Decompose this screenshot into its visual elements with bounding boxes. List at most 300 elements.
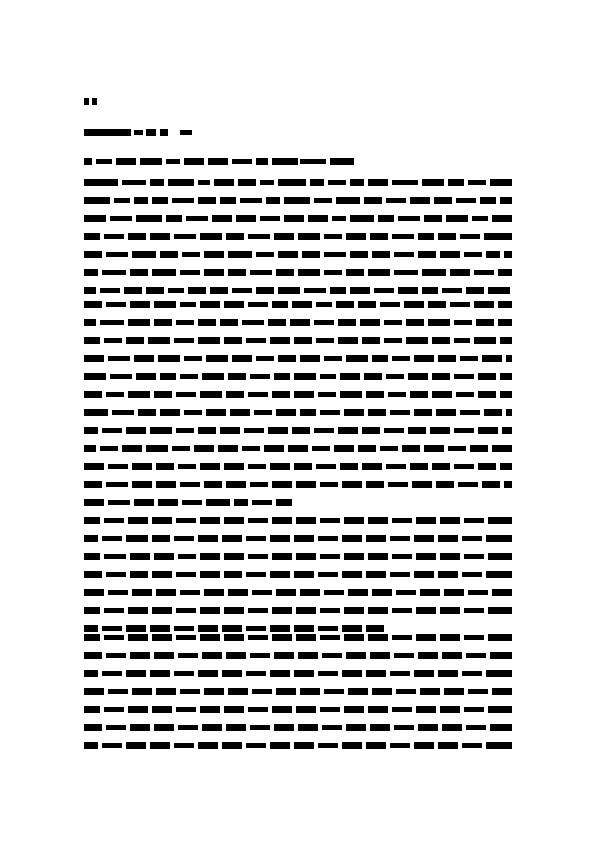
illegible-word — [284, 197, 310, 204]
illegible-word — [250, 374, 270, 379]
illegible-word — [346, 355, 368, 362]
illegible-word — [152, 706, 172, 713]
illegible-word — [102, 626, 122, 631]
illegible-word — [176, 428, 194, 433]
illegible-word — [204, 251, 224, 258]
illegible-word — [180, 590, 200, 595]
illegible-word — [294, 391, 314, 398]
illegible-word — [416, 607, 436, 614]
illegible-word — [96, 159, 112, 164]
illegible-word — [338, 427, 358, 434]
illegible-word — [414, 355, 434, 362]
illegible-word — [482, 481, 500, 488]
illegible-word — [204, 688, 224, 695]
illegible-word — [342, 481, 362, 488]
illegible-word — [364, 197, 382, 204]
illegible-word — [224, 706, 244, 713]
illegible-word — [438, 233, 456, 240]
illegible-word — [198, 670, 218, 677]
illegible-word — [136, 373, 156, 380]
illegible-word — [454, 320, 472, 325]
text-line — [84, 742, 512, 749]
illegible-word — [420, 688, 440, 695]
illegible-word — [200, 517, 220, 524]
illegible-word — [372, 688, 392, 695]
illegible-word — [344, 553, 364, 560]
illegible-word — [250, 270, 272, 275]
illegible-word — [102, 743, 122, 748]
illegible-word — [288, 445, 308, 452]
illegible-word — [442, 288, 462, 293]
illegible-word — [272, 706, 292, 713]
illegible-word — [414, 535, 434, 542]
illegible-word — [330, 287, 346, 294]
illegible-word — [368, 553, 388, 560]
illegible-word — [84, 355, 104, 362]
illegible-word — [464, 635, 484, 640]
illegible-word — [272, 517, 292, 524]
illegible-word — [320, 707, 340, 712]
text-line — [84, 688, 512, 695]
text-line — [84, 670, 512, 677]
illegible-word — [134, 197, 148, 204]
illegible-word — [474, 270, 494, 275]
illegible-word — [318, 671, 338, 676]
illegible-word — [460, 356, 478, 361]
illegible-word — [464, 518, 484, 523]
illegible-word — [276, 409, 296, 416]
illegible-word — [126, 625, 146, 632]
illegible-word — [272, 634, 292, 641]
illegible-word — [372, 251, 390, 258]
illegible-word — [506, 409, 512, 416]
illegible-word — [176, 518, 196, 523]
illegible-word — [488, 517, 512, 524]
text-line — [84, 634, 512, 641]
illegible-word — [344, 409, 364, 416]
illegible-word — [126, 670, 146, 677]
illegible-word — [274, 652, 294, 659]
illegible-word — [252, 689, 272, 694]
illegible-word — [212, 215, 232, 222]
illegible-word — [248, 464, 266, 469]
illegible-word — [156, 481, 176, 488]
illegible-word — [156, 589, 176, 596]
illegible-word — [390, 671, 410, 676]
illegible-word — [226, 391, 244, 398]
illegible-word — [490, 724, 512, 731]
illegible-word — [234, 499, 248, 506]
illegible-word — [294, 742, 314, 749]
illegible-word — [150, 670, 170, 677]
illegible-word — [152, 571, 172, 578]
illegible-word — [322, 725, 342, 730]
illegible-word — [362, 463, 382, 470]
illegible-word — [358, 445, 376, 452]
illegible-word — [174, 536, 194, 541]
illegible-word — [180, 130, 192, 135]
illegible-word — [158, 499, 178, 506]
illegible-word — [394, 270, 418, 275]
illegible-word — [430, 427, 450, 434]
illegible-word — [296, 607, 316, 614]
illegible-word — [246, 743, 266, 748]
illegible-word — [342, 742, 362, 749]
illegible-word — [84, 445, 96, 452]
illegible-word — [84, 337, 100, 344]
illegible-word — [290, 319, 310, 326]
illegible-word — [396, 689, 416, 694]
illegible-word — [272, 301, 288, 308]
illegible-word — [366, 571, 386, 578]
illegible-word — [278, 355, 296, 362]
illegible-word — [166, 215, 182, 222]
illegible-word — [166, 159, 180, 164]
illegible-word — [204, 589, 224, 596]
illegible-word — [368, 179, 388, 186]
illegible-word — [184, 158, 204, 165]
paragraph-1 — [84, 179, 512, 294]
illegible-word — [462, 536, 482, 541]
illegible-word — [418, 233, 434, 240]
illegible-word — [468, 180, 486, 185]
text-line — [84, 445, 512, 452]
illegible-word — [504, 481, 512, 488]
illegible-word — [456, 198, 476, 203]
illegible-word — [488, 634, 512, 641]
illegible-word — [84, 129, 131, 136]
section-heading — [84, 158, 354, 166]
text-line — [84, 625, 512, 632]
illegible-word — [122, 180, 146, 185]
illegible-word — [114, 198, 130, 203]
illegible-word — [350, 251, 368, 258]
illegible-word — [368, 269, 390, 276]
illegible-word — [152, 517, 172, 524]
illegible-word — [366, 670, 386, 677]
illegible-word — [106, 252, 128, 257]
illegible-word — [478, 463, 496, 470]
illegible-word — [198, 625, 218, 632]
illegible-word — [104, 518, 124, 523]
illegible-word — [254, 410, 272, 415]
illegible-word — [106, 572, 126, 577]
illegible-word — [442, 652, 462, 659]
illegible-word — [126, 337, 144, 344]
illegible-word — [368, 517, 388, 524]
illegible-word — [224, 301, 244, 308]
illegible-word — [440, 706, 460, 713]
illegible-word — [368, 706, 388, 713]
text-line — [84, 319, 512, 326]
illegible-word — [324, 689, 344, 694]
illegible-word — [346, 652, 366, 659]
illegible-word — [454, 428, 474, 433]
illegible-word — [180, 270, 200, 275]
illegible-word — [252, 500, 272, 505]
illegible-word — [460, 234, 480, 239]
illegible-word — [342, 535, 362, 542]
illegible-word — [270, 625, 290, 632]
illegible-word — [338, 337, 358, 344]
illegible-word — [210, 287, 228, 294]
illegible-word — [128, 233, 146, 240]
illegible-word — [220, 197, 236, 204]
illegible-word — [482, 355, 502, 362]
illegible-word — [84, 179, 118, 186]
text-line — [84, 409, 512, 416]
illegible-word — [128, 634, 148, 641]
text-line — [84, 269, 512, 276]
illegible-word — [128, 517, 148, 524]
illegible-word — [324, 356, 342, 361]
illegible-word — [324, 270, 342, 275]
illegible-word — [272, 158, 298, 165]
illegible-word — [150, 742, 170, 749]
illegible-word — [268, 319, 286, 326]
illegible-word — [428, 319, 450, 326]
illegible-word — [232, 355, 252, 362]
illegible-word — [84, 409, 108, 416]
illegible-word — [470, 445, 488, 452]
illegible-word — [174, 671, 194, 676]
illegible-word — [270, 337, 290, 344]
illegible-word — [152, 197, 168, 204]
illegible-word — [84, 589, 104, 596]
illegible-word — [200, 391, 222, 398]
illegible-word — [320, 410, 340, 415]
illegible-word — [106, 302, 126, 307]
illegible-word — [84, 706, 100, 713]
illegible-word — [150, 179, 164, 186]
illegible-word — [310, 179, 324, 186]
illegible-word — [498, 319, 512, 326]
illegible-word — [460, 410, 480, 415]
illegible-word — [84, 251, 102, 258]
illegible-word — [152, 535, 170, 542]
illegible-word — [466, 653, 486, 658]
illegible-word — [366, 391, 384, 398]
illegible-word — [84, 571, 102, 578]
illegible-word — [342, 571, 362, 578]
illegible-word — [464, 608, 484, 613]
illegible-word — [206, 409, 226, 416]
illegible-word — [386, 198, 406, 203]
illegible-word — [392, 608, 412, 613]
text-line — [84, 517, 512, 524]
illegible-word — [176, 635, 196, 640]
illegible-word — [390, 743, 410, 748]
illegible-word — [126, 535, 148, 542]
illegible-word — [478, 391, 496, 398]
illegible-word — [224, 571, 242, 578]
illegible-word — [450, 302, 470, 307]
illegible-word — [416, 553, 436, 560]
illegible-word — [134, 130, 143, 135]
illegible-word — [384, 338, 402, 343]
illegible-word — [334, 445, 354, 452]
illegible-word — [226, 481, 246, 488]
illegible-word — [84, 742, 98, 749]
illegible-word — [386, 464, 406, 469]
illegible-word — [184, 356, 202, 361]
illegible-word — [362, 337, 380, 344]
illegible-word — [416, 706, 436, 713]
illegible-word — [320, 608, 340, 613]
illegible-word — [84, 269, 98, 276]
illegible-word — [84, 287, 96, 294]
illegible-word — [134, 499, 154, 506]
illegible-word — [248, 554, 268, 559]
illegible-word — [182, 252, 200, 257]
illegible-word — [276, 499, 292, 506]
illegible-word — [228, 373, 246, 380]
illegible-word — [318, 536, 338, 541]
illegible-word — [366, 625, 384, 632]
illegible-word — [224, 337, 242, 344]
illegible-word — [200, 301, 220, 308]
illegible-word — [272, 391, 290, 398]
illegible-word — [350, 179, 364, 186]
illegible-word — [486, 670, 512, 677]
text-line — [84, 197, 512, 204]
illegible-word — [414, 742, 434, 749]
illegible-word — [84, 301, 102, 308]
illegible-word — [406, 337, 428, 344]
illegible-word — [366, 535, 386, 542]
illegible-word — [340, 373, 360, 380]
illegible-word — [122, 445, 142, 452]
illegible-word — [256, 356, 274, 361]
illegible-word — [506, 355, 512, 362]
illegible-word — [226, 724, 246, 731]
illegible-word — [418, 652, 438, 659]
illegible-word — [488, 287, 510, 294]
illegible-word — [198, 535, 218, 542]
illegible-word — [486, 251, 500, 258]
illegible-word — [436, 481, 454, 488]
illegible-word — [146, 445, 168, 452]
illegible-word — [322, 653, 342, 658]
illegible-word — [384, 320, 402, 325]
illegible-word — [248, 392, 268, 397]
illegible-word — [336, 301, 354, 308]
illegible-word — [222, 535, 242, 542]
illegible-word — [178, 653, 198, 658]
illegible-word — [132, 688, 152, 695]
illegible-word — [490, 179, 512, 186]
illegible-word — [436, 409, 456, 416]
text-line — [84, 607, 512, 614]
illegible-word — [224, 607, 244, 614]
paragraph-4 — [84, 634, 512, 749]
dateline — [84, 129, 224, 137]
illegible-word — [84, 215, 106, 222]
illegible-word — [422, 269, 446, 276]
illegible-word — [404, 301, 424, 308]
illegible-word — [448, 446, 466, 451]
text-line — [84, 652, 512, 659]
illegible-word — [292, 427, 310, 434]
illegible-word — [492, 215, 512, 222]
illegible-word — [362, 427, 380, 434]
illegible-word — [268, 427, 288, 434]
illegible-word — [490, 652, 512, 659]
illegible-word — [156, 688, 176, 695]
illegible-word — [206, 499, 230, 506]
illegible-word — [242, 320, 264, 325]
illegible-word — [432, 337, 450, 344]
illegible-word — [360, 319, 380, 326]
illegible-word — [414, 670, 434, 677]
text-line — [84, 287, 512, 294]
illegible-word — [296, 634, 316, 641]
illegible-word — [154, 391, 172, 398]
illegible-word — [314, 428, 334, 433]
illegible-word — [256, 252, 274, 257]
illegible-word — [174, 626, 194, 631]
illegible-word — [418, 724, 438, 731]
illegible-word — [224, 517, 244, 524]
illegible-word — [130, 724, 150, 731]
illegible-word — [84, 463, 104, 470]
illegible-word — [468, 590, 488, 595]
illegible-word — [392, 707, 412, 712]
illegible-word — [500, 197, 512, 204]
illegible-word — [84, 158, 92, 165]
illegible-word — [198, 427, 216, 434]
illegible-word — [130, 553, 150, 560]
illegible-word — [392, 518, 412, 523]
illegible-word — [246, 671, 266, 676]
illegible-word — [202, 373, 224, 380]
illegible-word — [330, 158, 354, 165]
text-line — [84, 571, 512, 578]
illegible-word — [372, 355, 388, 362]
illegible-word — [104, 554, 126, 559]
illegible-word — [158, 355, 180, 362]
illegible-word — [498, 301, 512, 308]
illegible-word — [200, 634, 220, 641]
text-line — [84, 535, 512, 542]
illegible-word — [84, 535, 98, 542]
illegible-word — [228, 251, 252, 258]
text-line — [84, 706, 512, 713]
illegible-word — [84, 652, 102, 659]
text-line — [84, 373, 512, 380]
illegible-word — [386, 374, 404, 379]
illegible-word — [368, 607, 388, 614]
illegible-word — [318, 743, 338, 748]
illegible-word — [84, 197, 110, 204]
illegible-word — [504, 251, 512, 258]
illegible-word — [176, 608, 196, 613]
text-line — [84, 724, 512, 731]
illegible-word — [344, 517, 364, 524]
illegible-word — [296, 481, 316, 488]
illegible-word — [102, 536, 122, 541]
illegible-word — [454, 338, 470, 343]
illegible-word — [180, 482, 200, 487]
illegible-word — [394, 725, 414, 730]
illegible-word — [204, 481, 222, 488]
illegible-word — [108, 590, 128, 595]
illegible-word — [150, 625, 170, 632]
illegible-word — [410, 463, 428, 470]
illegible-word — [318, 626, 338, 631]
illegible-word — [472, 216, 488, 221]
illegible-word — [238, 179, 256, 186]
